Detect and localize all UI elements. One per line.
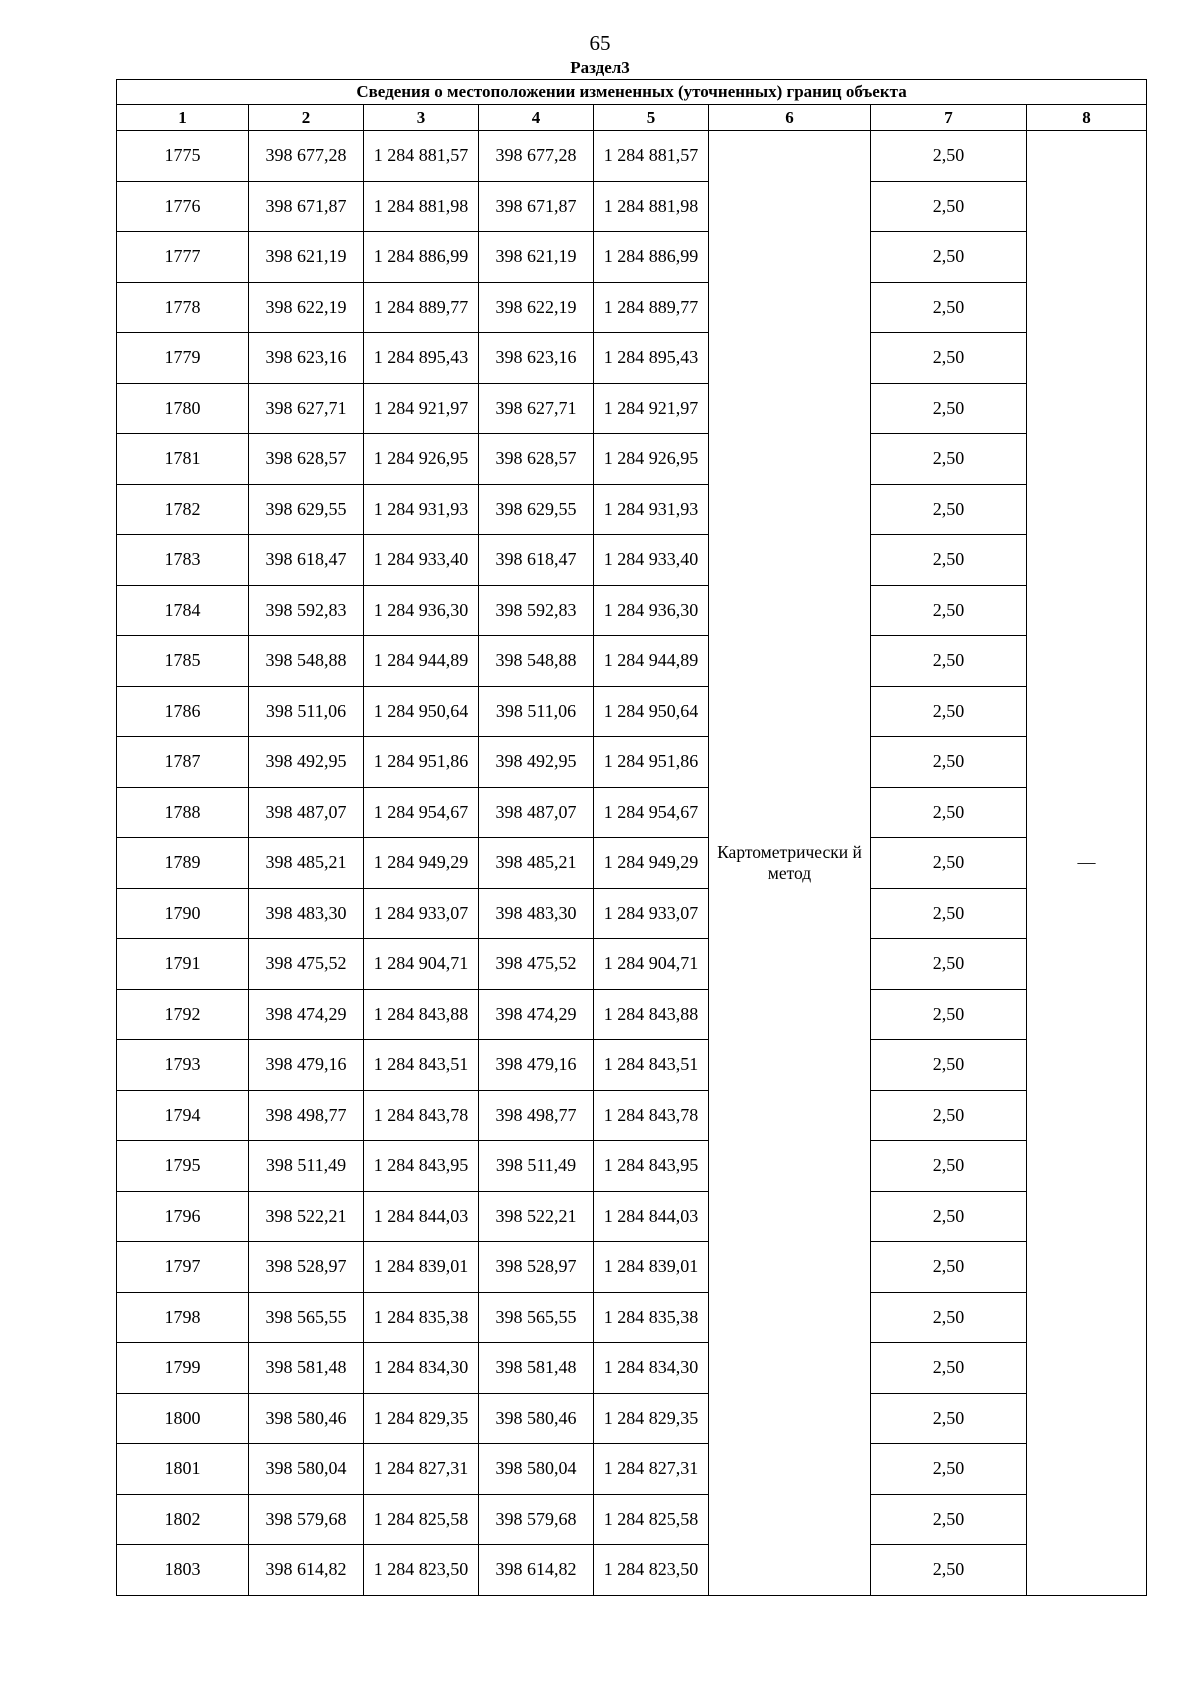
y-refined-cell: 1 284 936,30: [594, 585, 709, 636]
point-number-cell: 1799: [117, 1343, 249, 1394]
table-row: [117, 686, 1147, 737]
point-number-cell: 1798: [117, 1292, 249, 1343]
y-existing-cell: 1 284 844,03: [364, 1191, 479, 1242]
x-refined-cell: 398 483,30: [479, 888, 594, 939]
table-row: [117, 1191, 1147, 1242]
accuracy-cell: 2,50: [871, 939, 1027, 990]
y-existing-cell: 1 284 921,97: [364, 383, 479, 434]
accuracy-cell: 2,50: [871, 1444, 1027, 1495]
point-number-cell: 1791: [117, 939, 249, 990]
y-refined-cell: 1 284 889,77: [594, 282, 709, 333]
x-existing-cell: 398 581,48: [249, 1343, 364, 1394]
x-existing-cell: 398 614,82: [249, 1545, 364, 1596]
x-refined-cell: 398 475,52: [479, 939, 594, 990]
y-existing-cell: 1 284 829,35: [364, 1393, 479, 1444]
column-header: 2: [249, 105, 364, 131]
accuracy-cell: 2,50: [871, 1343, 1027, 1394]
y-refined-cell: 1 284 921,97: [594, 383, 709, 434]
y-existing-cell: 1 284 843,95: [364, 1141, 479, 1192]
x-refined-cell: 398 511,49: [479, 1141, 594, 1192]
coordinates-table: [116, 79, 1147, 1596]
x-refined-cell: 398 492,95: [479, 737, 594, 788]
point-number-cell: 1790: [117, 888, 249, 939]
table-row: [117, 1343, 1147, 1394]
y-refined-cell: 1 284 835,38: [594, 1292, 709, 1343]
x-existing-cell: 398 483,30: [249, 888, 364, 939]
y-existing-cell: 1 284 933,40: [364, 535, 479, 586]
accuracy-cell: 2,50: [871, 838, 1027, 889]
x-refined-cell: 398 581,48: [479, 1343, 594, 1394]
point-number-cell: 1782: [117, 484, 249, 535]
method-cell: Картометрически й метод: [709, 131, 871, 1596]
x-refined-cell: 398 565,55: [479, 1292, 594, 1343]
y-refined-cell: 1 284 954,67: [594, 787, 709, 838]
point-number-cell: 1780: [117, 383, 249, 434]
y-refined-cell: 1 284 839,01: [594, 1242, 709, 1293]
accuracy-cell: 2,50: [871, 484, 1027, 535]
y-refined-cell: 1 284 926,95: [594, 434, 709, 485]
point-number-cell: 1797: [117, 1242, 249, 1293]
table-row: [117, 787, 1147, 838]
table-row: [117, 1242, 1147, 1293]
table-row: [117, 1040, 1147, 1091]
x-existing-cell: 398 548,88: [249, 636, 364, 687]
accuracy-cell: 2,50: [871, 232, 1027, 283]
table-row: [117, 181, 1147, 232]
accuracy-cell: 2,50: [871, 888, 1027, 939]
y-existing-cell: 1 284 823,50: [364, 1545, 479, 1596]
accuracy-cell: 2,50: [871, 1393, 1027, 1444]
table-row: [117, 939, 1147, 990]
accuracy-cell: 2,50: [871, 282, 1027, 333]
y-existing-cell: 1 284 954,67: [364, 787, 479, 838]
x-existing-cell: 398 492,95: [249, 737, 364, 788]
x-existing-cell: 398 579,68: [249, 1494, 364, 1545]
x-existing-cell: 398 475,52: [249, 939, 364, 990]
point-number-cell: 1793: [117, 1040, 249, 1091]
accuracy-cell: 2,50: [871, 989, 1027, 1040]
x-existing-cell: 398 677,28: [249, 131, 364, 182]
accuracy-cell: 2,50: [871, 131, 1027, 182]
accuracy-cell: 2,50: [871, 585, 1027, 636]
x-refined-cell: 398 548,88: [479, 636, 594, 687]
y-existing-cell: 1 284 926,95: [364, 434, 479, 485]
x-existing-cell: 398 511,49: [249, 1141, 364, 1192]
y-existing-cell: 1 284 843,51: [364, 1040, 479, 1091]
x-existing-cell: 398 474,29: [249, 989, 364, 1040]
x-existing-cell: 398 622,19: [249, 282, 364, 333]
x-refined-cell: 398 623,16: [479, 333, 594, 384]
y-refined-cell: 1 284 829,35: [594, 1393, 709, 1444]
table-row: [117, 484, 1147, 535]
accuracy-cell: 2,50: [871, 1242, 1027, 1293]
accuracy-cell: 2,50: [871, 636, 1027, 687]
table-row: [117, 1444, 1147, 1495]
x-existing-cell: 398 628,57: [249, 434, 364, 485]
y-existing-cell: 1 284 904,71: [364, 939, 479, 990]
point-number-cell: 1776: [117, 181, 249, 232]
table-row: [117, 585, 1147, 636]
y-refined-cell: 1 284 931,93: [594, 484, 709, 535]
table-row: [117, 989, 1147, 1040]
y-refined-cell: 1 284 827,31: [594, 1444, 709, 1495]
section-title: Раздел3: [570, 58, 630, 77]
x-refined-cell: 398 511,06: [479, 686, 594, 737]
x-existing-cell: 398 498,77: [249, 1090, 364, 1141]
y-existing-cell: 1 284 931,93: [364, 484, 479, 535]
y-existing-cell: 1 284 843,78: [364, 1090, 479, 1141]
y-existing-cell: 1 284 835,38: [364, 1292, 479, 1343]
table-row: [117, 888, 1147, 939]
column-8-cell: —: [1027, 131, 1147, 1596]
table-row: [117, 1494, 1147, 1545]
table-row: [117, 1090, 1147, 1141]
x-refined-cell: 398 498,77: [479, 1090, 594, 1141]
column-header: 4: [479, 105, 594, 131]
y-refined-cell: 1 284 843,51: [594, 1040, 709, 1091]
x-existing-cell: 398 629,55: [249, 484, 364, 535]
y-refined-cell: 1 284 843,95: [594, 1141, 709, 1192]
table-row: [117, 838, 1147, 889]
table-body: [117, 131, 1147, 1596]
x-refined-cell: 398 579,68: [479, 1494, 594, 1545]
y-existing-cell: 1 284 895,43: [364, 333, 479, 384]
x-refined-cell: 398 487,07: [479, 787, 594, 838]
x-refined-cell: 398 580,46: [479, 1393, 594, 1444]
x-existing-cell: 398 511,06: [249, 686, 364, 737]
accuracy-cell: 2,50: [871, 1494, 1027, 1545]
point-number-cell: 1795: [117, 1141, 249, 1192]
accuracy-cell: 2,50: [871, 181, 1027, 232]
point-number-cell: 1800: [117, 1393, 249, 1444]
accuracy-cell: 2,50: [871, 686, 1027, 737]
x-refined-cell: 398 522,21: [479, 1191, 594, 1242]
x-existing-cell: 398 565,55: [249, 1292, 364, 1343]
y-refined-cell: 1 284 895,43: [594, 333, 709, 384]
x-refined-cell: 398 622,19: [479, 282, 594, 333]
x-existing-cell: 398 592,83: [249, 585, 364, 636]
column-header: 5: [594, 105, 709, 131]
accuracy-cell: 2,50: [871, 737, 1027, 788]
accuracy-cell: 2,50: [871, 1141, 1027, 1192]
x-existing-cell: 398 487,07: [249, 787, 364, 838]
point-number-cell: 1794: [117, 1090, 249, 1141]
column-header: 6: [709, 105, 871, 131]
point-number-cell: 1781: [117, 434, 249, 485]
y-existing-cell: 1 284 950,64: [364, 686, 479, 737]
x-existing-cell: 398 479,16: [249, 1040, 364, 1091]
point-number-cell: 1792: [117, 989, 249, 1040]
y-refined-cell: 1 284 823,50: [594, 1545, 709, 1596]
column-header: 8: [1027, 105, 1147, 131]
accuracy-cell: 2,50: [871, 1040, 1027, 1091]
table-row: [117, 131, 1147, 182]
point-number-cell: 1801: [117, 1444, 249, 1495]
x-refined-cell: 398 580,04: [479, 1444, 594, 1495]
y-refined-cell: 1 284 825,58: [594, 1494, 709, 1545]
y-existing-cell: 1 284 889,77: [364, 282, 479, 333]
column-header: 1: [117, 105, 249, 131]
accuracy-cell: 2,50: [871, 333, 1027, 384]
accuracy-cell: 2,50: [871, 535, 1027, 586]
point-number-cell: 1783: [117, 535, 249, 586]
y-refined-cell: 1 284 949,29: [594, 838, 709, 889]
y-existing-cell: 1 284 949,29: [364, 838, 479, 889]
table-row: [117, 333, 1147, 384]
table-row: [117, 1141, 1147, 1192]
x-existing-cell: 398 522,21: [249, 1191, 364, 1242]
x-refined-cell: 398 474,29: [479, 989, 594, 1040]
y-existing-cell: 1 284 933,07: [364, 888, 479, 939]
point-number-cell: 1784: [117, 585, 249, 636]
y-refined-cell: 1 284 881,57: [594, 131, 709, 182]
x-existing-cell: 398 580,46: [249, 1393, 364, 1444]
y-existing-cell: 1 284 886,99: [364, 232, 479, 283]
table-row: [117, 535, 1147, 586]
x-refined-cell: 398 628,57: [479, 434, 594, 485]
page-number: 65: [589, 31, 611, 55]
table-row: [117, 434, 1147, 485]
y-existing-cell: 1 284 881,57: [364, 131, 479, 182]
y-refined-cell: 1 284 881,98: [594, 181, 709, 232]
x-existing-cell: 398 485,21: [249, 838, 364, 889]
y-refined-cell: 1 284 843,78: [594, 1090, 709, 1141]
x-refined-cell: 398 618,47: [479, 535, 594, 586]
y-existing-cell: 1 284 827,31: [364, 1444, 479, 1495]
table-caption: Сведения о местоположении измененных (уточненных) границ объекта: [117, 80, 1147, 105]
y-refined-cell: 1 284 933,40: [594, 535, 709, 586]
point-number-cell: 1786: [117, 686, 249, 737]
table-row: [117, 1292, 1147, 1343]
point-number-cell: 1787: [117, 737, 249, 788]
point-number-cell: 1778: [117, 282, 249, 333]
x-existing-cell: 398 627,71: [249, 383, 364, 434]
point-number-cell: 1803: [117, 1545, 249, 1596]
point-number-cell: 1785: [117, 636, 249, 687]
x-refined-cell: 398 592,83: [479, 585, 594, 636]
y-existing-cell: 1 284 951,86: [364, 737, 479, 788]
table-row: [117, 636, 1147, 687]
y-refined-cell: 1 284 950,64: [594, 686, 709, 737]
column-header: 3: [364, 105, 479, 131]
point-number-cell: 1779: [117, 333, 249, 384]
x-existing-cell: 398 623,16: [249, 333, 364, 384]
y-existing-cell: 1 284 936,30: [364, 585, 479, 636]
y-existing-cell: 1 284 843,88: [364, 989, 479, 1040]
column-header: 7: [871, 105, 1027, 131]
accuracy-cell: 2,50: [871, 787, 1027, 838]
accuracy-cell: 2,50: [871, 1545, 1027, 1596]
y-refined-cell: 1 284 951,86: [594, 737, 709, 788]
x-refined-cell: 398 677,28: [479, 131, 594, 182]
x-refined-cell: 398 629,55: [479, 484, 594, 535]
point-number-cell: 1788: [117, 787, 249, 838]
point-number-cell: 1802: [117, 1494, 249, 1545]
table-row: [117, 383, 1147, 434]
x-refined-cell: 398 627,71: [479, 383, 594, 434]
table-row: [117, 282, 1147, 333]
x-existing-cell: 398 618,47: [249, 535, 364, 586]
x-refined-cell: 398 671,87: [479, 181, 594, 232]
table-row: [117, 232, 1147, 283]
point-number-cell: 1775: [117, 131, 249, 182]
y-refined-cell: 1 284 933,07: [594, 888, 709, 939]
accuracy-cell: 2,50: [871, 434, 1027, 485]
y-existing-cell: 1 284 944,89: [364, 636, 479, 687]
table-row: [117, 1545, 1147, 1596]
x-existing-cell: 398 580,04: [249, 1444, 364, 1495]
point-number-cell: 1789: [117, 838, 249, 889]
x-refined-cell: 398 479,16: [479, 1040, 594, 1091]
table-row: [117, 737, 1147, 788]
x-existing-cell: 398 528,97: [249, 1242, 364, 1293]
y-existing-cell: 1 284 839,01: [364, 1242, 479, 1293]
x-refined-cell: 398 614,82: [479, 1545, 594, 1596]
y-refined-cell: 1 284 834,30: [594, 1343, 709, 1394]
y-existing-cell: 1 284 834,30: [364, 1343, 479, 1394]
y-existing-cell: 1 284 881,98: [364, 181, 479, 232]
y-existing-cell: 1 284 825,58: [364, 1494, 479, 1545]
accuracy-cell: 2,50: [871, 1191, 1027, 1242]
table-row: [117, 1393, 1147, 1444]
x-refined-cell: 398 528,97: [479, 1242, 594, 1293]
x-existing-cell: 398 621,19: [249, 232, 364, 283]
point-number-cell: 1796: [117, 1191, 249, 1242]
y-refined-cell: 1 284 904,71: [594, 939, 709, 990]
x-existing-cell: 398 671,87: [249, 181, 364, 232]
y-refined-cell: 1 284 886,99: [594, 232, 709, 283]
x-refined-cell: 398 485,21: [479, 838, 594, 889]
point-number-cell: 1777: [117, 232, 249, 283]
accuracy-cell: 2,50: [871, 383, 1027, 434]
y-refined-cell: 1 284 844,03: [594, 1191, 709, 1242]
accuracy-cell: 2,50: [871, 1292, 1027, 1343]
y-refined-cell: 1 284 843,88: [594, 989, 709, 1040]
x-refined-cell: 398 621,19: [479, 232, 594, 283]
y-refined-cell: 1 284 944,89: [594, 636, 709, 687]
accuracy-cell: 2,50: [871, 1090, 1027, 1141]
